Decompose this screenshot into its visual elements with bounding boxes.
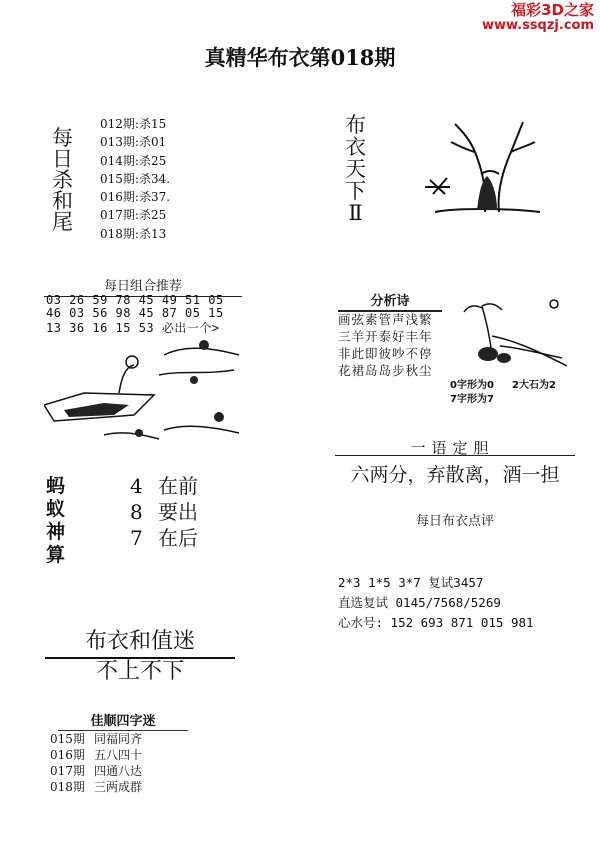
- period-label: 017期:: [100, 208, 139, 223]
- ant-num: 8: [130, 500, 143, 524]
- kill-value: 杀34.: [138, 171, 171, 186]
- ant-text: 在后: [158, 526, 198, 550]
- period-label: 018期: [50, 780, 85, 794]
- brand-watermark: [482, 2, 594, 33]
- shape-note: 0字形为0: [450, 380, 494, 391]
- ant-calc-row: [130, 522, 198, 551]
- page-title: 真精华布衣第018期: [204, 45, 396, 70]
- list-item: [50, 762, 142, 779]
- kill-value: 杀25: [138, 153, 167, 168]
- kill-value: 杀25: [138, 208, 167, 223]
- daily-kill-label-char: 杀: [52, 168, 73, 192]
- period-label: 016期:: [100, 190, 139, 205]
- ant-calc-row: [130, 470, 198, 499]
- brand-url: www.ssqzj.com: [481, 17, 594, 33]
- budie-char: Ⅱ: [348, 201, 363, 225]
- daily-kill-label-char: 尾: [52, 210, 73, 234]
- motto-title: 一语定胆: [410, 439, 495, 457]
- ant-num: 4: [130, 474, 143, 498]
- divider: [335, 455, 575, 456]
- motto-text: 六两分，弃散离，酒一担: [350, 464, 560, 486]
- budie-char: 下: [345, 179, 366, 203]
- list-item: [100, 188, 170, 206]
- kill-value: 杀37.: [138, 190, 171, 205]
- riddle-text: 三两成群: [94, 780, 143, 794]
- list-item: [50, 730, 142, 747]
- pick-row: 直选复试 0145/7568/5269: [338, 595, 501, 610]
- list-item: [100, 133, 170, 151]
- poem-title: 分析诗: [338, 290, 442, 312]
- daily-kill-list: [100, 115, 170, 243]
- list-item: [100, 225, 170, 243]
- ant-label-char: 算: [46, 544, 66, 566]
- plant-sketch-illustration: [462, 296, 572, 368]
- period-label: 015期:: [100, 171, 139, 186]
- budie-value-text: 不上不下: [95, 659, 184, 684]
- kill-value: 杀13: [138, 226, 167, 241]
- period-label: 016期: [50, 748, 85, 762]
- ant-calc-row: [130, 496, 198, 525]
- list-item: [100, 152, 170, 170]
- brand-name: 福彩3D之家: [511, 1, 594, 19]
- budie-tianxia-label: [345, 115, 366, 225]
- period-label: 012期:: [100, 117, 139, 131]
- ant-text: 在前: [158, 474, 198, 498]
- tree-sketch-illustration: [415, 112, 550, 222]
- shape-note: 7字形为7: [450, 394, 494, 405]
- daily-kill-label: [52, 128, 73, 233]
- kill-value: 杀01: [138, 135, 167, 150]
- list-item: [50, 778, 142, 795]
- combo-title: 每日组合推荐: [44, 275, 242, 297]
- period-label: 014期:: [100, 153, 139, 168]
- combo-row: 13 36 16 15 53 必出一个>: [46, 321, 220, 335]
- poem-line: 花裙岛岛步秋尘: [338, 363, 433, 378]
- ant-calc-label: [46, 477, 65, 569]
- shape-note: 2大石为2: [512, 380, 556, 391]
- list-item: [100, 206, 170, 224]
- period-label: 017期: [50, 764, 85, 778]
- ant-label-char: 蚂: [46, 475, 66, 497]
- list-item: [50, 746, 142, 763]
- daily-kill-label-char: 每: [52, 126, 73, 150]
- kill-value: 杀15: [138, 117, 167, 131]
- ant-num: 7: [130, 526, 143, 550]
- budie-char: 衣: [345, 135, 366, 159]
- riddle-text: 同福同齐: [94, 732, 143, 746]
- budie-value-title: 布衣和值迷: [45, 624, 235, 659]
- list-item: [100, 115, 170, 133]
- poem-line: 画弦素管声浅繁: [338, 312, 433, 327]
- ant-text: 要出: [158, 500, 198, 524]
- four-char-title: 佳顺四字迷: [58, 710, 188, 731]
- pick-row: 心水号: 152 693 871 015 981: [338, 615, 534, 630]
- period-label: 018期:: [100, 226, 139, 241]
- budie-char: 天: [345, 157, 366, 181]
- boat-sketch-illustration: [44, 335, 244, 447]
- poem-line: 非此即彼吵不停: [338, 346, 433, 361]
- riddle-text: 五八四十: [94, 748, 143, 762]
- ant-label-char: 神: [46, 521, 66, 543]
- poem-line: 三羊开泰好丰年: [338, 329, 433, 344]
- daily-kill-label-char: 日: [52, 147, 73, 171]
- period-label: 013期:: [100, 135, 139, 150]
- daily-kill-label-char: 和: [52, 189, 73, 213]
- ant-label-char: 蚁: [46, 498, 66, 520]
- pick-row: 2*3 1*5 3*7 复试3457: [338, 575, 484, 590]
- combo-row: 03 26 59 78 45 49 51 05: [46, 293, 224, 307]
- budie-char: 布: [345, 113, 366, 137]
- period-label: 015期: [50, 732, 85, 746]
- list-item: [100, 170, 170, 188]
- daily-comment-title: 每日布衣点评: [415, 514, 494, 529]
- combo-row: 46 03 56 98 45 87 05 15: [46, 306, 224, 320]
- riddle-text: 四通八达: [94, 764, 143, 778]
